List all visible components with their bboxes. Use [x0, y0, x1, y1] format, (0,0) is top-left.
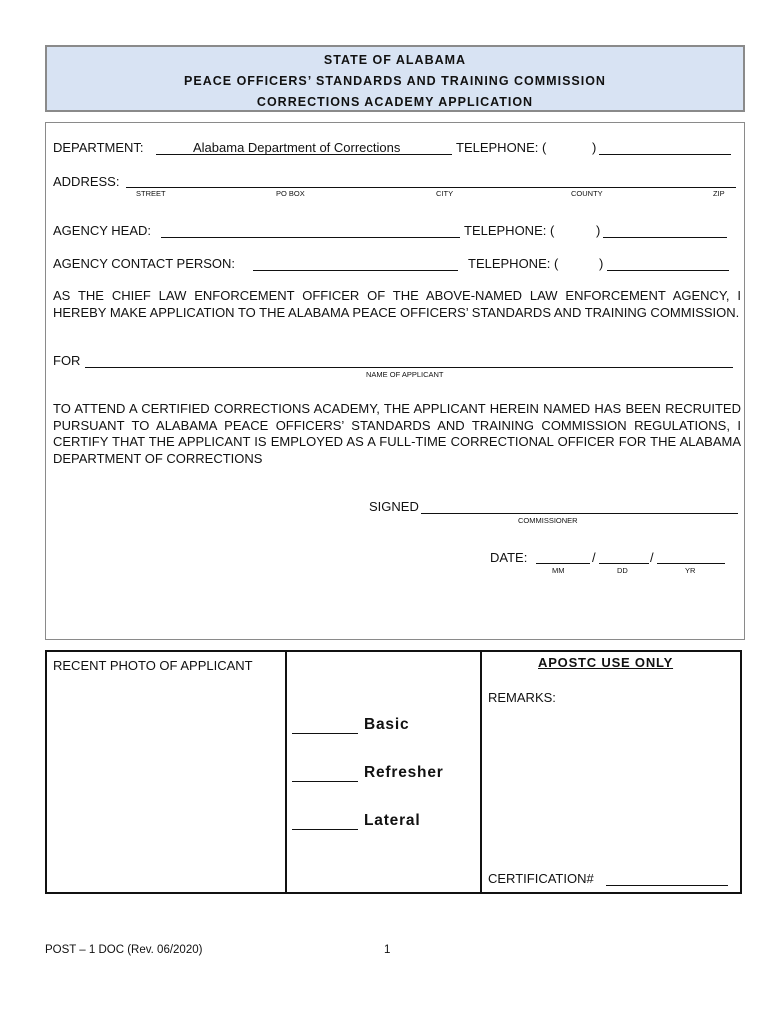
agency-contact-telephone-label: TELEPHONE: (	[468, 256, 559, 271]
header-state: STATE OF ALABAMA	[323, 53, 467, 67]
lateral-checkbox-line[interactable]	[292, 829, 358, 830]
address-city-label: CITY	[436, 189, 454, 198]
address-field[interactable]	[126, 187, 736, 188]
header-commission: PEACE OFFICERS’ STANDARDS AND TRAINING COMMISSION	[184, 74, 606, 88]
agency-contact-telephone-close: )	[599, 256, 604, 271]
certification-number-label: CERTIFICATION#	[488, 871, 594, 886]
for-label: FOR	[53, 353, 81, 368]
date-mm-label: MM	[552, 566, 565, 575]
signed-label: SIGNED	[369, 499, 419, 514]
commissioner-signature-field[interactable]	[421, 513, 738, 514]
name-of-applicant-label: NAME OF APPLICANT	[366, 370, 444, 379]
form-header	[45, 45, 745, 112]
address-pobox-label: PO BOX	[276, 189, 305, 198]
remarks-label: REMARKS:	[488, 690, 556, 705]
refresher-checkbox-line[interactable]	[292, 781, 358, 782]
agency-contact-field[interactable]	[253, 270, 458, 271]
agency-head-telephone-close: )	[596, 223, 601, 238]
agency-head-telephone-label: TELEPHONE: (	[464, 223, 555, 238]
photo-divider	[285, 652, 287, 892]
option-refresher: Refresher	[364, 764, 444, 781]
date-separator-2: /	[650, 550, 654, 565]
address-label: ADDRESS:	[53, 174, 120, 189]
apostc-divider	[480, 652, 482, 892]
applicant-photo-area[interactable]	[50, 678, 280, 888]
department-telephone-label: TELEPHONE: (	[456, 140, 547, 155]
remarks-field[interactable]	[486, 708, 736, 858]
certification-number-field[interactable]	[606, 885, 728, 886]
basic-checkbox-line[interactable]	[292, 733, 358, 734]
date-day-field[interactable]	[599, 563, 649, 564]
department-telephone-field[interactable]	[599, 154, 731, 155]
recent-photo-label: RECENT PHOTO OF APPLICANT	[53, 658, 253, 673]
date-label: DATE:	[490, 550, 528, 565]
applicant-name-field[interactable]	[85, 367, 733, 368]
date-month-field[interactable]	[536, 563, 590, 564]
apostc-use-only-title: APOSTC USE ONLY	[538, 655, 674, 670]
date-yr-label: YR	[685, 566, 696, 575]
address-street-label: STREET	[136, 189, 166, 198]
date-year-field[interactable]	[657, 563, 725, 564]
page-number: 1	[384, 944, 391, 956]
department-label: DEPARTMENT:	[53, 140, 144, 155]
agency-head-label: AGENCY HEAD:	[53, 223, 152, 238]
date-separator-1: /	[592, 550, 596, 565]
option-basic: Basic	[364, 716, 410, 733]
header-title: CORRECTIONS ACADEMY APPLICATION	[256, 95, 534, 109]
department-field[interactable]: Alabama Department of Corrections	[193, 140, 401, 155]
date-dd-label: DD	[617, 566, 628, 575]
commissioner-label: COMMISSIONER	[518, 516, 578, 525]
academy-certification-statement: TO ATTEND A CERTIFIED CORRECTIONS ACADEMY, THE APPLICANT HEREIN NAMED HAS BEEN RECRUITED PURSUANT TO ALABAMA PEACE OFFICERS’ STANDARDS AND TRAINING COMMISSION REGULATIONS, I CERTIFY THAT THE APPLICANT IS EMPLOYED AS A FULL-TIME CORRECTIONAL OFFICER FOR THE ALABAMA DEPARTMENT OF CORRECTIONS	[53, 401, 741, 466]
option-lateral: Lateral	[364, 812, 421, 829]
form-revision-label: POST – 1 DOC (Rev. 06/2020)	[45, 944, 203, 956]
address-zip-label: ZIP	[713, 189, 725, 198]
address-county-label: COUNTY	[571, 189, 603, 198]
agency-contact-label: AGENCY CONTACT PERSON:	[53, 256, 236, 271]
department-telephone-close: )	[592, 140, 597, 155]
agency-head-telephone-field[interactable]	[603, 237, 727, 238]
agency-contact-telephone-field[interactable]	[607, 270, 729, 271]
chief-officer-statement: AS THE CHIEF LAW ENFORCEMENT OFFICER OF THE ABOVE-NAMED LAW ENFORCEMENT AGENCY, I HEREBY MAKE APPLICATION TO THE ALABAMA PEACE OFFICERS’ STANDARDS AND TRAINING COMMISSION.	[53, 288, 741, 320]
agency-head-field[interactable]	[161, 237, 460, 238]
